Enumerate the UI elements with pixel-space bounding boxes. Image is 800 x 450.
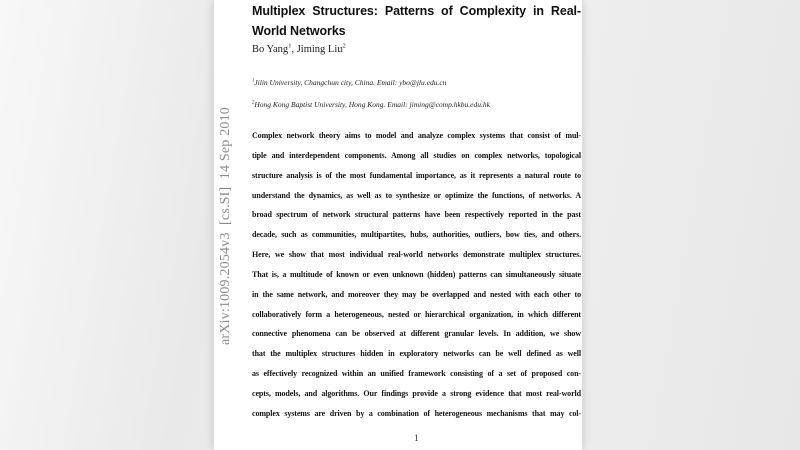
- affiliation-text-1: Jilin University, Changchun city, China. Email: ybo@jlu.edu.cn: [254, 78, 447, 87]
- abstract-line: as effectively recognized within an unified framework consisting of a set of proposed con-: [252, 369, 581, 379]
- abstract-line: broad spectrum of network structural patterns have been respectively reported in the past: [252, 210, 581, 220]
- abstract-line: complex systems are driven by a combination of heterogeneous mechanisms that may col-: [252, 408, 581, 418]
- authors-line: [252, 44, 346, 55]
- abstract-line: collaboratively form a heterogeneous, nested or hierarchical organization, in which different: [252, 309, 581, 319]
- abstract-line: connective phenomena can be observed at different granular levels. In addition, we show: [252, 329, 581, 339]
- author-separator: ,: [291, 44, 297, 55]
- abstract-line: decade, such as communities, multipartites, hubs, authorities, outliers, bow ties, and others.: [252, 230, 581, 240]
- affiliation-line-1: [252, 78, 446, 87]
- abstract-line: in the same network, and moreover they may be overlapped and nested with each other to: [252, 289, 581, 299]
- author-superscript-2: 2: [342, 42, 346, 50]
- title-line-2: World Networks: [252, 24, 346, 38]
- affiliation-superscript-1: 1: [252, 78, 255, 84]
- title-line-1: Multiplex Structures: Patterns of Complexity in Real-: [252, 4, 581, 18]
- paper-page: [214, 0, 582, 450]
- author-name-2: Jiming Liu: [296, 44, 343, 55]
- page-number: 1: [414, 433, 419, 443]
- abstract-line: understand the dynamics, as well as to synthesize or optimize the functions, of networks. A: [252, 190, 581, 200]
- abstract-line: tiple and interdependent components. Among all studies on complex networks, topological: [252, 150, 581, 160]
- author-name-1: Bo Yang: [252, 44, 289, 55]
- abstract-line: that the multiplex structures hidden in exploratory networks can be well defined as well: [252, 349, 581, 359]
- abstract-line: Here, we show that most individual real-world networks demonstrate multiplex structures.: [252, 250, 581, 260]
- abstract-line: cepts, models, and algorithms. Our findings provide a strong evidence that most real-world: [252, 388, 581, 398]
- affiliation-text-2: Hong Kong Baptist University, Hong Kong. Email: jiming@comp.hkbu.edu.hk: [254, 100, 490, 109]
- author-superscript-1: 1: [288, 42, 292, 50]
- arxiv-watermark: arXiv:1009.2054v3 [cs.SI] 14 Sep 2010: [218, 106, 233, 346]
- abstract-line: That is, a multitude of known or even unknown (hidden) patterns can simultaneously situate: [252, 269, 581, 279]
- abstract-line: structure analysis is of the most fundamental importance, as it represents a natural route to: [252, 170, 581, 180]
- abstract-paragraph: [252, 126, 581, 424]
- affiliation-superscript-2: 2: [252, 100, 255, 106]
- paper-title: [252, 1, 581, 41]
- affiliation-line-2: [252, 100, 490, 109]
- abstract-line: Complex network theory aims to model and analyze complex systems that consist of mul-: [252, 131, 581, 140]
- paper-content: [252, 0, 581, 450]
